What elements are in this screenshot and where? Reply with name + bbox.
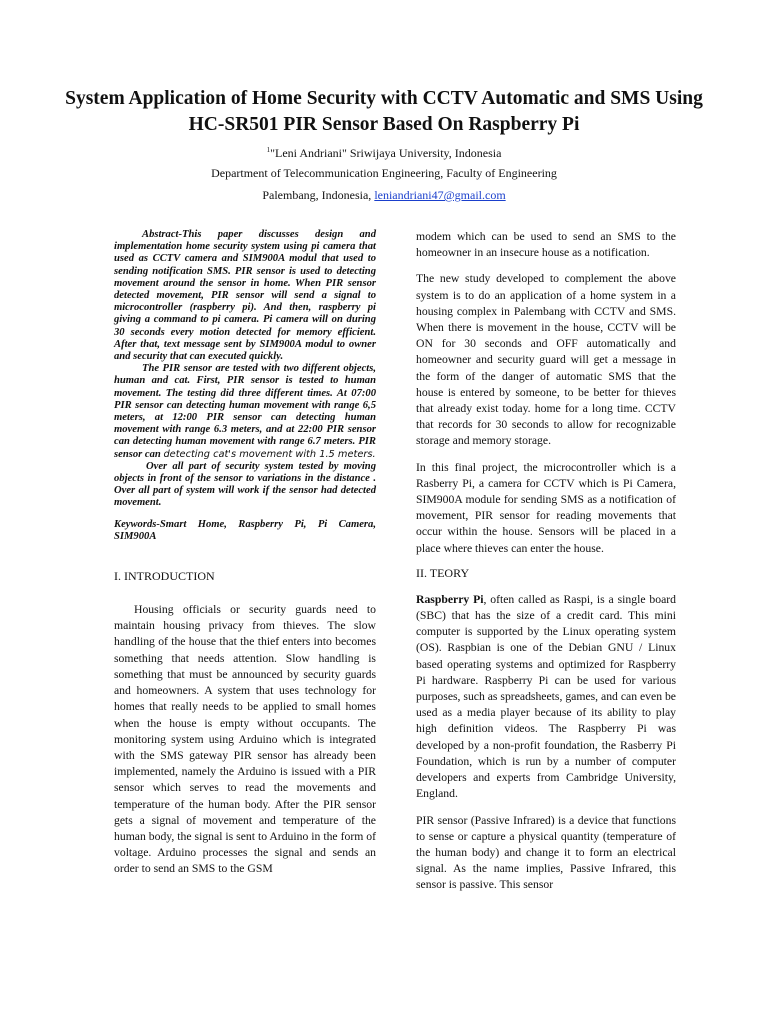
abstract-results-handwritten-text: detecting cat's movement with 1.5 meters. bbox=[163, 448, 376, 460]
author-line bbox=[0, 146, 768, 161]
abstract-paragraph-results bbox=[114, 363, 376, 461]
final-project-paragraph: In this final project, the microcontroller which is a Rasberry Pi, a camera for CCTV which is Pi Camera, SIM900A module for sending SMS as a notification of movement, PIR sensor for reading movements that occur within the house. Sensors will be placed in a place where thieves can enter the house. bbox=[416, 460, 676, 555]
department-line: Department of Telecommunication Engineering, Faculty of Engineering bbox=[211, 166, 557, 180]
right-column bbox=[416, 229, 676, 894]
section-heading-teory: II. TEORY bbox=[416, 565, 470, 580]
abstract-results-text: The PIR sensor are tested with two different objects, human and cat. First, PIR sensor is tested to human movement. The testing did three different times. At 07:00 PIR sensor can detecting human movement with range 6,5 meters, at 12:00 PIR sensor can detecting human movement with range 6.3 meters, and at 22:00 PIR sensor can detecting human movement with range 6.7 meters. PIR sensor can bbox=[114, 363, 376, 460]
location-text: Palembang, Indonesia, bbox=[262, 188, 375, 202]
email-link[interactable]: leniandriani47@gmail.com bbox=[374, 188, 506, 202]
left-column bbox=[114, 229, 376, 878]
paper-title: System Application of Home Security with CCTV Automatic and SMS Using HC-SR501 PIR Sensor Based On Raspberry Pi bbox=[65, 88, 703, 135]
new-study-paragraph: The new study developed to complement the above system is to do an application of a home system in a housing complex in Palembang with CCTV and SMS. When there is movement in the house, CCTV will be ON for 30 seconds and OFF automatically and homeowner and security guard will get a message in the form of the danger of automatic SMS that the house is entered by someone, to be better for thieves that already exist today. home for a long time. CCTV that records for 30 seconds to allow for recognizable storage and memory storage. bbox=[416, 272, 676, 448]
section-heading-introduction: I. INTRODUCTION bbox=[114, 569, 215, 584]
abstract-paragraph-conclusion: Over all part of security system tested by moving objects in front of the sensor to variations in the distance . Over all part of system will work if the sensor had detected movement. bbox=[114, 460, 376, 509]
author-name: "Leni Andriani" Sriwijaya University, Indonesia bbox=[270, 146, 502, 160]
raspberry-pi-term: Raspberry Pi bbox=[416, 592, 484, 606]
intro-continued-paragraph: modem which can be used to send an SMS to the homeowner in an insecure house as a notification. bbox=[416, 230, 676, 260]
keywords: Keywords-Smart Home, Raspberry Pi, Pi Camera, SIM900A bbox=[114, 518, 376, 542]
location-line bbox=[0, 188, 768, 203]
pir-sensor-paragraph: PIR sensor (Passive Infrared) is a device that functions to sense or capture a physical quantity (temperature of the human body) and change it to form an electrical signal. As the name implies, Passive Infrared, this sensor is passive. This sensor bbox=[416, 813, 676, 892]
raspberry-pi-paragraph bbox=[416, 592, 676, 803]
raspberry-pi-text: , often called as Raspi, is a single board (SBC) that has the size of a credit card. This mini computer is supported by the Linux operating system (OS). Raspbian is one of the Debian GNU / Linux based operating systems and optimized for Raspberry Pi hardware. Raspberry Pi can be used for various purposes, such as spreadsheets, games, and can even be used as a media player because of its ability to play high definition videos. The Raspberry Pi was developed by a non-profit foundation, the Rasberry Pi Foundation, which is run by a number of computer developers and experts from Cambridge University, England. bbox=[416, 592, 676, 801]
abstract-paragraph: Abstract-This paper discusses design and implementation home security system using pi camera that used as CCTV camera and SIM900A modul that used to sending notification SMS. PIR sensor is used to detecting movement around the sensor in home. When PIR sensor detected movement, PIR sensor will send a signal to microcontroller (raspberry pi). And then, raspberry pi giving a command to pi camera. Pi camera will on during 30 seconds every motion detected for memory efficient. After that, text message sent by SIM900A modul to owner and security that can executed quickly. bbox=[114, 229, 376, 363]
author-superscript: 1 bbox=[266, 146, 271, 154]
introduction-paragraph: Housing officials or security guards need to maintain housing privacy from thieves. The slow handling of the house that the thief enters into becomes something that needs attention. Slow handling is something that must be announced by security guards and homeowners. A system that uses technology for homes that really needs to be applied to small homes when the house is empty without occupants. The monitoring system using Arduino which is integrated with the SMS gateway PIR sensor has already been implemented, namely the Arduino is issued with a PIR sensor which serves to read the movements and temperature of the human body. After the PIR sensor gets a signal of movement and temperature of the human body, the signal is sent to Arduino in the form of voltage. Arduino processes the signal and sends an order to send an SMS to the GSM bbox=[114, 603, 376, 876]
